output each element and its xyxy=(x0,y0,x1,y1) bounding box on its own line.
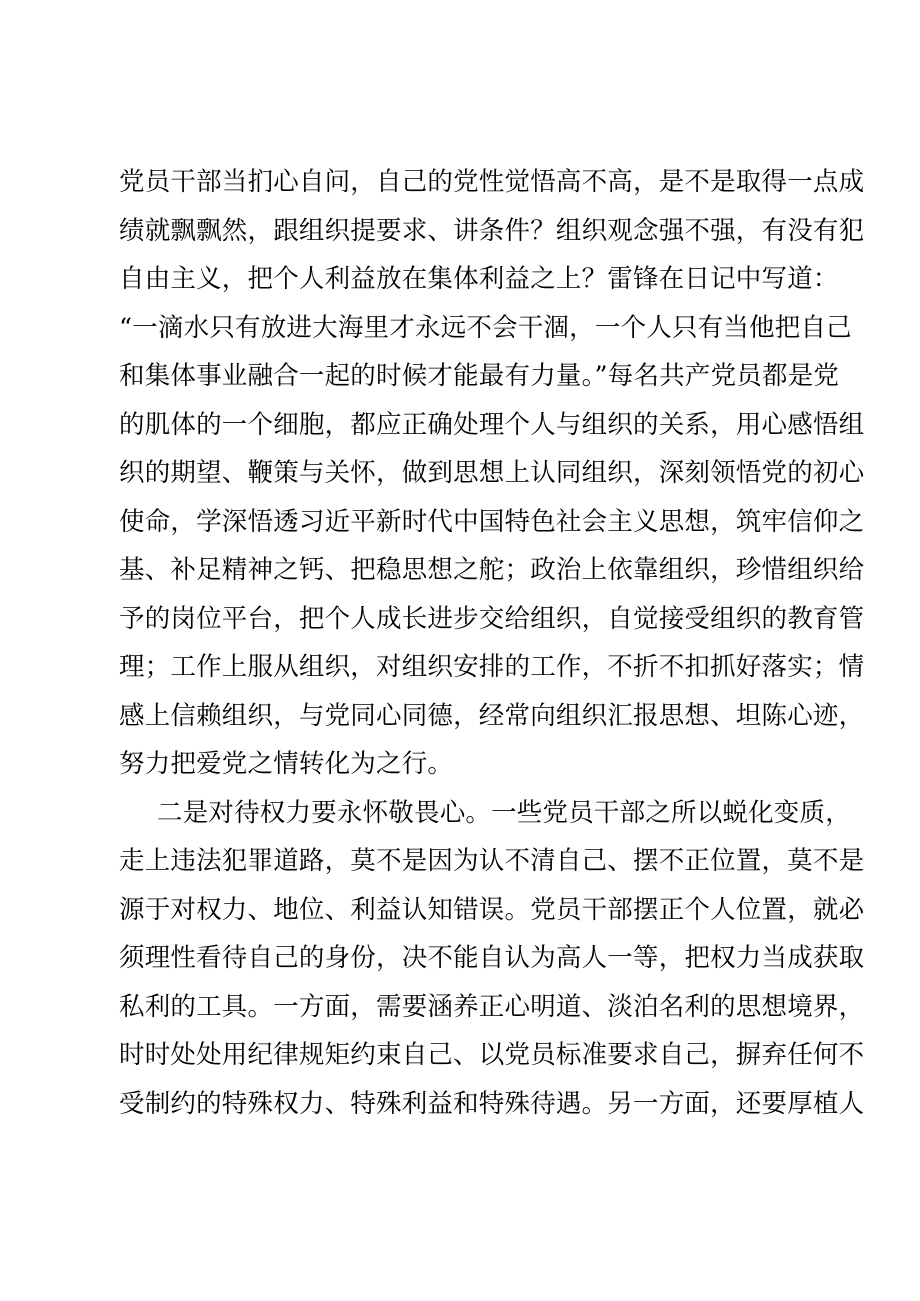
text-line: 的肌体的一个细胞，都应正确处理个人与组织的关系，用心感悟组 xyxy=(119,409,865,440)
text-line: 基、补足精神之钙、把稳思想之舵；政治上依靠组织，珍惜组织给 xyxy=(119,555,865,585)
text-line: 和集体事业融合一起的时候才能最有力量。”每名共产党员都是党 xyxy=(119,361,840,391)
text-line: 理；工作上服从组织，对组织安排的工作，不折不扣抓好落实；情 xyxy=(119,652,865,682)
text-line: 绩就飘飘然，跟组织提要求、讲条件？组织观念强不强，有没有犯 xyxy=(119,215,865,246)
text-line: 时时处处用纪律规矩约束自己、以党员标准要求自己，摒弃任何不 xyxy=(119,1040,865,1070)
text-line: 党员干部当扪心自问，自己的党性觉悟高不高，是不是取得一点成 xyxy=(119,167,865,197)
text-line: 使命，学深悟透习近平新时代中国特色社会主义思想，筑牢信仰之 xyxy=(119,506,865,537)
text-line: 私利的工具。一方面，需要涵养正心明道、淡泊名利的思想境界， xyxy=(119,991,865,1022)
text-line: 感上信赖组织，与党同心同德，经常向组织汇报思想、坦陈心迹， xyxy=(119,700,865,731)
text-line: 予的岗位平台，把个人成长进步交给组织，自觉接受组织的教育管 xyxy=(119,603,865,634)
text-line: 受制约的特殊权力、特殊利益和特殊待遇。另一方面，还要厚植人 xyxy=(119,1088,865,1119)
text-line: “一滴水只有放进大海里才永远不会干涸，一个人只有当他把自己 xyxy=(119,312,852,343)
paragraph-start-line: 二是对待权力要永怀敬畏心。一些党员干部之所以蜕化变质， xyxy=(157,797,851,828)
text-line: 须理性看待自己的身份，决不能自认为高人一等，把权力当成获取 xyxy=(119,943,865,973)
body-text xyxy=(119,158,865,1128)
text-line: 自由主义，把个人利益放在集体利益之上？雷锋在日记中写道： xyxy=(119,264,839,294)
text-line: 织的期望、鞭策与关怀，做到思想上认同组织，深刻领悟党的初心 xyxy=(119,458,865,488)
text-line: 努力把爱党之情转化为之行。 xyxy=(119,749,454,779)
text-line: 源于对权力、地位、利益认知错误。党员干部摆正个人位置，就必 xyxy=(119,894,865,925)
text-line: 走上违法犯罪道路，莫不是因为认不清自己、摆不正位置，莫不是 xyxy=(119,846,865,876)
